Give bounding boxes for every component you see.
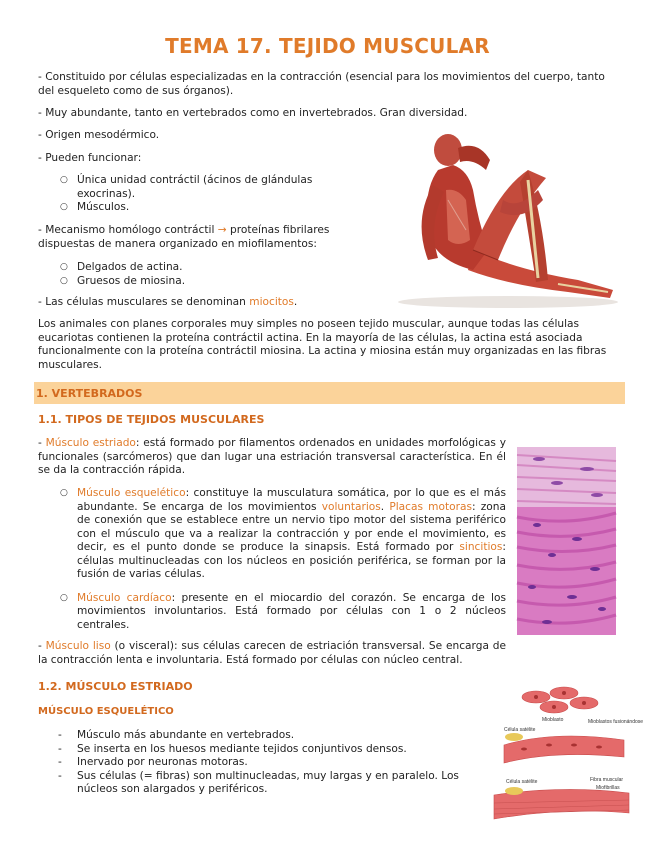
diagram-label: Mioblasto	[542, 717, 564, 723]
intro-paragraph-4: - Pueden funcionar:	[38, 152, 142, 164]
list-item: ○ Única unidad contráctil (ácinos de glándulas exocrinas).	[60, 174, 313, 200]
list-item: ○ Músculo esquelético: constituye la musculatura somática, por lo que es el más abundante. Se encarga de los movimientos voluntarios. Placas motoras: zona de conexión que se establece entre un nervio tipo motor del sistema periférico con el músculo que va a realizar la contracción y por ende el movimiento, es decir, es el punto donde se produce la sinapsis. Está formado por sincitios: células multinucleadas con los núcleos en posición periférica, se forman por la fusión de varias células.	[60, 487, 507, 580]
diagram-label: Célula satélite	[504, 727, 536, 733]
diagram-label: Fibra muscular	[590, 777, 624, 783]
list-item: - Sus células (= fibras) son multinucleadas, muy largas y en paralelo. Los núcleos son alargados y periféricos.	[58, 769, 459, 795]
intro-paragraph-6: - Las células musculares se denominan miocitos.	[38, 296, 298, 308]
diagram-label: Célula satélite	[506, 779, 538, 785]
intro-paragraph-1: - Constituido por células especializadas en la contracción (esencial para los movimientos del cuerpo, tanto del esqueleto como de sus órganos).	[38, 71, 605, 97]
list-item: ○ Gruesos de miosina.	[60, 274, 186, 287]
function-list	[60, 174, 337, 215]
page-title: TEMA 17. TEJIDO MUSCULAR	[165, 34, 490, 58]
subsection-heading: 1.1. TIPOS DE TEJIDOS MUSCULARES	[38, 413, 265, 426]
bullet-icon: ○	[60, 202, 68, 212]
bullet-icon: ○	[60, 175, 68, 185]
list-item: ○ Delgados de actina.	[60, 261, 183, 273]
arrow-icon: →	[217, 224, 227, 236]
smooth-muscle-paragraph: - Músculo liso (o visceral): sus células carecen de estriación transversal. Se encarga de la contracción lenta e involuntaria. Está formado por células con núcleo central.	[38, 640, 507, 666]
diagram-label: Mioblastos fusionándose	[588, 719, 644, 725]
intro-paragraph-5: - Mecanismo homólogo contráctil → proteínas fibrilares dispuestas de manera organizado en miofilamentos:	[38, 224, 330, 250]
striated-paragraph: - Músculo estriado: está formado por filamentos ordenados en unidades morfológicas y funcionales (sarcómeros) que dan lugar una estriación transversal característica. En él se da la contracción rápida.	[38, 437, 506, 476]
striated-types-list	[60, 487, 507, 632]
intro-paragraph-7: Los animales con planes corporales muy simples no poseen tejido muscular, aunque todas las células eucariotas contienen la proteína contráctil actina. En la mayoría de las células, la actina está asociada funcionalmente con la proteína contráctil miosina. La actina y miosina están muy organizadas en las fibras musculares.	[38, 318, 607, 371]
bullet-icon: ○	[60, 488, 68, 498]
subsection-heading: 1.2. MÚSCULO ESTRIADO	[38, 680, 193, 693]
bullet-icon: ○	[60, 262, 68, 272]
list-item: - Se inserta en los huesos mediante tejidos conjuntivos densos.	[58, 742, 407, 755]
skeletal-muscle-list	[58, 729, 477, 797]
bullet-icon: ○	[60, 592, 68, 603]
list-item: ○ Músculos.	[60, 201, 130, 213]
filament-list	[60, 261, 337, 288]
list-item: - Músculo más abundante en vertebrados.	[58, 729, 295, 741]
section-heading: 1. VERTEBRADOS	[36, 387, 143, 400]
dash-icon: -	[58, 742, 62, 755]
dash-icon: -	[58, 756, 62, 768]
section-heading-bar	[34, 382, 625, 404]
dash-icon: -	[58, 729, 62, 741]
intro-paragraph-3: - Origen mesodérmico.	[38, 129, 160, 141]
diagram-label: Miofibrillas	[596, 785, 620, 791]
intro-paragraph-2: - Muy abundante, tanto en vertebrados como en invertebrados. Gran diversidad.	[38, 107, 468, 119]
myogenesis-diagram	[484, 685, 644, 825]
histology-micrograph	[517, 447, 616, 635]
dash-icon: -	[58, 769, 62, 782]
muscular-figure-illustration	[378, 130, 628, 310]
bullet-icon: ○	[60, 275, 68, 286]
subsection-heading: MÚSCULO ESQUELÉTICO	[38, 706, 174, 717]
list-item: ○ Músculo cardíaco: presente en el miocardio del corazón. Se encarga de los movimientos involuntarios. Está formado por células con 1 o 2 núcleos centrales.	[60, 591, 506, 631]
list-item: - Inervado por neuronas motoras.	[58, 756, 248, 768]
